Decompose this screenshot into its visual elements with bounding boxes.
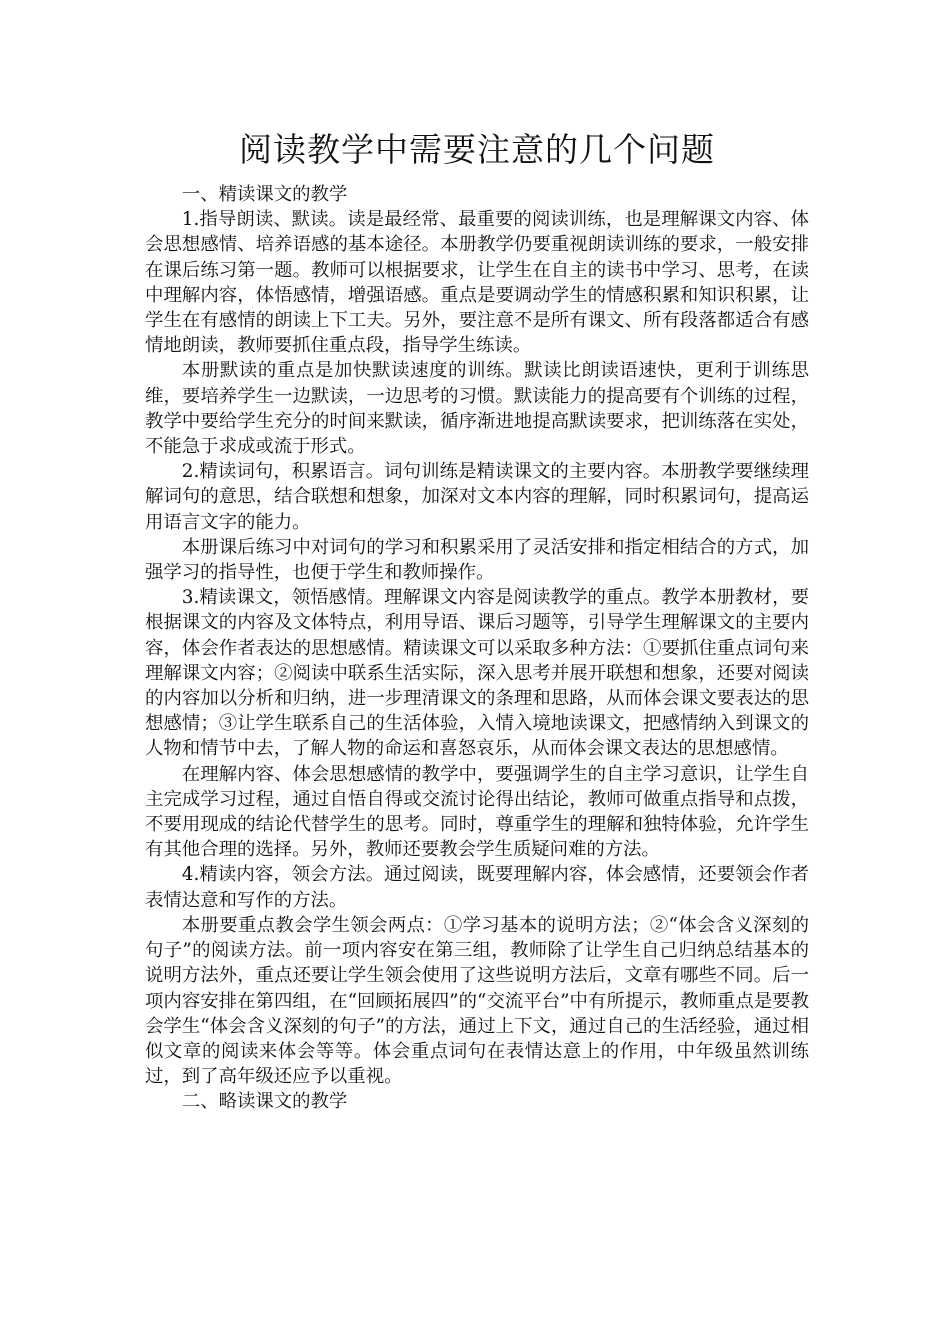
paragraph-self-learning: 在理解内容、体会思想感情的教学中，要强调学生的自主学习意识，让学生自主完成学习过程，通过自悟自得或交流讨论得出结论，教师可做重点指导和点拨，不要用现成的结论代替学生的思考。同时，尊重学生的理解和独特体验，允许学生有其他合理的选择。另外，教师还要教会学生质疑问难的方法。 (145, 763, 809, 861)
paragraph-key-points: 本册要重点教会学生领会两点：①学习基本的说明方法；②“体会含义深刻的句子”的阅读方法。前一项内容安在第三组，教师除了让学生自己归纳总结基本的说明方法外，重点还要让学生领会使用了这些说明方法后，文章有哪些不同。后一项内容安排在第四组，在“回顾拓展四”的“交流平台”中有所提示，教师重点是要教会学生“体会含义深刻的句子”的方法，通过上下文，通过自己的生活经验，通过相似文章的阅读来体会等等。体会重点词句在表情达意上的作用，中年级虽然训练过，到了高年级还应予以重视。 (145, 914, 809, 1088)
paragraph-words-sentences: 2.精读词句，积累语言。词句训练是精读课文的主要内容。本册教学要继续理解词句的意思，结合联想和想象，加深对文本内容的理解，同时积累词句，提高运用语言文字的能力。 (145, 461, 809, 533)
paragraph-comprehend-feelings: 3.精读课文，领悟感情。理解课文内容是阅读教学的重点。教学本册教材，要根据课文的内容及文体特点，利用导语、课后习题等，引导学生理解课文的主要内容，体会作者表达的思想感情。精读课文可以采取多种方法：①要抓住重点词句来理解课文内容；②阅读中联系生活实际，深入思考并展开联想和想象，还要对阅读的内容加以分析和归纳，进一步理清课文的条理和思路，从而体会课文要表达的思想感情；③让学生联系自己的生活体验，入情入境地读课文，把感情纳入到课文的人物和情节中去，了解人物的命运和喜怒哀乐，从而体会课文表达的思想感情。 (145, 587, 809, 760)
document-page (145, 128, 809, 1115)
paragraph-reading-aloud: 1.指导朗读、默读。读是最经常、最重要的阅读训练，也是理解课文内容、体会思想感情、培养语感的基本途径。本册教学仍要重视朗读训练的要求，一般安排在课后练习第一题。教师可以根据要求，让学生在自主的读书中学习、思考，在读中理解内容，体悟感情，增强语感。重点是要调动学生的情感积累和知识积累，让学生在有感情的朗读上下工夫。另外，要注意不是所有课文、所有段落都适合有感情地朗读，教师要抓住重点段，指导学生练读。 (145, 209, 809, 357)
page-title: 阅读教学中需要注意的几个问题 (239, 130, 715, 169)
section-heading-skim-reading: 二、略读课文的教学 (181, 1091, 348, 1113)
paragraph-writing-methods: 4.精读内容，领会方法。通过阅读，既要理解内容，体会感情，还要领会作者表情达意和写作的方法。 (145, 864, 809, 911)
paragraph-silent-reading: 本册默读的重点是加快默读速度的训练。默读比朗读语速快，更利于训练思维，要培养学生一边默读，一边思考的习惯。默读能力的提高要有个训练的过程，教学中要给学生充分的时间来默读，循序渐进地提高默读要求，把训练落在实处，不能急于求成或流于形式。 (145, 360, 809, 458)
section-heading-intensive-reading: 一、精读课文的教学 (181, 184, 348, 205)
paragraph-exercises: 本册课后练习中对词句的学习和积累采用了灵活安排和指定相结合的方式，加强学习的指导性，也便于学生和教师操作。 (145, 536, 809, 584)
